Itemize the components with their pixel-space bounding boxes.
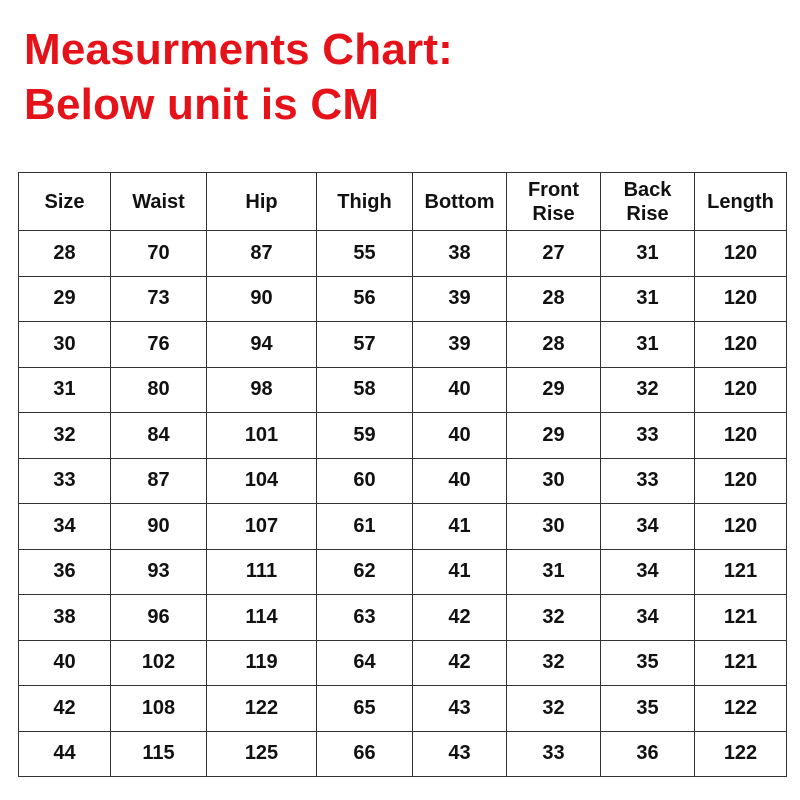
table-cell: 61 [317, 504, 413, 550]
table-cell: 120 [695, 458, 787, 504]
table-cell: 29 [507, 367, 601, 413]
table-cell: 34 [601, 549, 695, 595]
table-cell: 30 [507, 458, 601, 504]
table-cell: 32 [507, 686, 601, 732]
table-cell: 122 [695, 686, 787, 732]
table-cell: 28 [19, 231, 111, 277]
table-row [19, 504, 787, 550]
table-cell: 115 [111, 731, 207, 777]
table-cell: 120 [695, 504, 787, 550]
column-header [111, 173, 207, 231]
column-header [413, 173, 507, 231]
title-line-2: Below unit is CM [24, 80, 380, 129]
table-cell: 29 [19, 276, 111, 322]
column-header-label: Waist [132, 190, 185, 213]
table-cell: 125 [207, 731, 317, 777]
table-cell: 42 [413, 640, 507, 686]
table-cell: 121 [695, 640, 787, 686]
table-cell: 102 [111, 640, 207, 686]
table-cell: 111 [207, 549, 317, 595]
table-cell: 29 [507, 413, 601, 459]
table-cell: 66 [317, 731, 413, 777]
table-cell: 90 [207, 276, 317, 322]
column-header-label: Bottom [424, 190, 495, 213]
column-header-label: Back [623, 178, 672, 201]
column-header-label: Rise [626, 202, 669, 225]
table-cell: 40 [19, 640, 111, 686]
table-cell: 31 [601, 231, 695, 277]
column-header [695, 173, 787, 231]
column-header [601, 173, 695, 231]
table-cell: 39 [413, 276, 507, 322]
table-cell: 59 [317, 413, 413, 459]
table-cell: 42 [19, 686, 111, 732]
table-cell: 27 [507, 231, 601, 277]
table-cell: 41 [413, 504, 507, 550]
table-cell: 114 [207, 595, 317, 641]
table-cell: 42 [413, 595, 507, 641]
table-cell: 36 [601, 731, 695, 777]
table-cell: 40 [413, 458, 507, 504]
table-cell: 101 [207, 413, 317, 459]
table-cell: 33 [19, 458, 111, 504]
column-header-label: Thigh [337, 190, 392, 213]
table-cell: 108 [111, 686, 207, 732]
table-cell: 35 [601, 640, 695, 686]
table-row [19, 458, 787, 504]
table-row [19, 595, 787, 641]
column-header [507, 173, 601, 231]
table-cell: 31 [19, 367, 111, 413]
table-cell: 121 [695, 549, 787, 595]
table-cell: 33 [601, 458, 695, 504]
table-cell: 32 [19, 413, 111, 459]
table-row [19, 549, 787, 595]
column-header [207, 173, 317, 231]
table-cell: 119 [207, 640, 317, 686]
table-cell: 120 [695, 367, 787, 413]
table-cell: 55 [317, 231, 413, 277]
table-cell: 76 [111, 322, 207, 368]
table-cell: 41 [413, 549, 507, 595]
table-cell: 36 [19, 549, 111, 595]
table-cell: 60 [317, 458, 413, 504]
column-header [19, 173, 111, 231]
table-cell: 28 [507, 322, 601, 368]
table-cell: 32 [507, 640, 601, 686]
table-cell: 64 [317, 640, 413, 686]
table-cell: 30 [19, 322, 111, 368]
table-cell: 94 [207, 322, 317, 368]
table-row [19, 731, 787, 777]
table-cell: 31 [601, 322, 695, 368]
table-cell: 30 [507, 504, 601, 550]
table-cell: 122 [695, 731, 787, 777]
column-header-label: Size [44, 190, 85, 213]
table-cell: 98 [207, 367, 317, 413]
table-cell: 73 [111, 276, 207, 322]
table-cell: 57 [317, 322, 413, 368]
measurements-table [18, 172, 787, 777]
table-cell: 32 [507, 595, 601, 641]
table-cell: 84 [111, 413, 207, 459]
table-cell: 56 [317, 276, 413, 322]
table-cell: 90 [111, 504, 207, 550]
table-row [19, 322, 787, 368]
table-cell: 80 [111, 367, 207, 413]
table-cell: 120 [695, 231, 787, 277]
table-cell: 122 [207, 686, 317, 732]
table-cell: 34 [601, 504, 695, 550]
table-cell: 43 [413, 731, 507, 777]
table-cell: 39 [413, 322, 507, 368]
table-cell: 40 [413, 367, 507, 413]
column-header-label: Front [527, 178, 580, 201]
table-cell: 34 [19, 504, 111, 550]
table-cell: 44 [19, 731, 111, 777]
table-row [19, 231, 787, 277]
table-cell: 120 [695, 322, 787, 368]
table-cell: 65 [317, 686, 413, 732]
page-title [24, 22, 453, 132]
table-cell: 31 [507, 549, 601, 595]
column-header [317, 173, 413, 231]
table-cell: 38 [413, 231, 507, 277]
table-cell: 43 [413, 686, 507, 732]
table-cell: 93 [111, 549, 207, 595]
table-cell: 63 [317, 595, 413, 641]
table-cell: 121 [695, 595, 787, 641]
table-body [19, 231, 787, 777]
table-cell: 120 [695, 276, 787, 322]
column-header-label: Hip [245, 190, 278, 213]
column-header-label: Length [707, 190, 774, 213]
table-cell: 70 [111, 231, 207, 277]
table-cell: 87 [111, 458, 207, 504]
table-cell: 38 [19, 595, 111, 641]
table-row [19, 686, 787, 732]
table-cell: 104 [207, 458, 317, 504]
table-row [19, 367, 787, 413]
table-cell: 34 [601, 595, 695, 641]
table-cell: 32 [601, 367, 695, 413]
table-row [19, 413, 787, 459]
table-cell: 33 [507, 731, 601, 777]
table-cell: 28 [507, 276, 601, 322]
table-cell: 58 [317, 367, 413, 413]
table-cell: 120 [695, 413, 787, 459]
table-cell: 35 [601, 686, 695, 732]
table-cell: 31 [601, 276, 695, 322]
table-cell: 62 [317, 549, 413, 595]
title-line-1: Measurments Chart: [24, 25, 454, 74]
table-row [19, 640, 787, 686]
table-cell: 40 [413, 413, 507, 459]
table-row [19, 276, 787, 322]
table-cell: 107 [207, 504, 317, 550]
table-header-row [19, 173, 787, 231]
column-header-label: Rise [532, 202, 575, 225]
table-cell: 33 [601, 413, 695, 459]
table-cell: 96 [111, 595, 207, 641]
table-cell: 87 [207, 231, 317, 277]
